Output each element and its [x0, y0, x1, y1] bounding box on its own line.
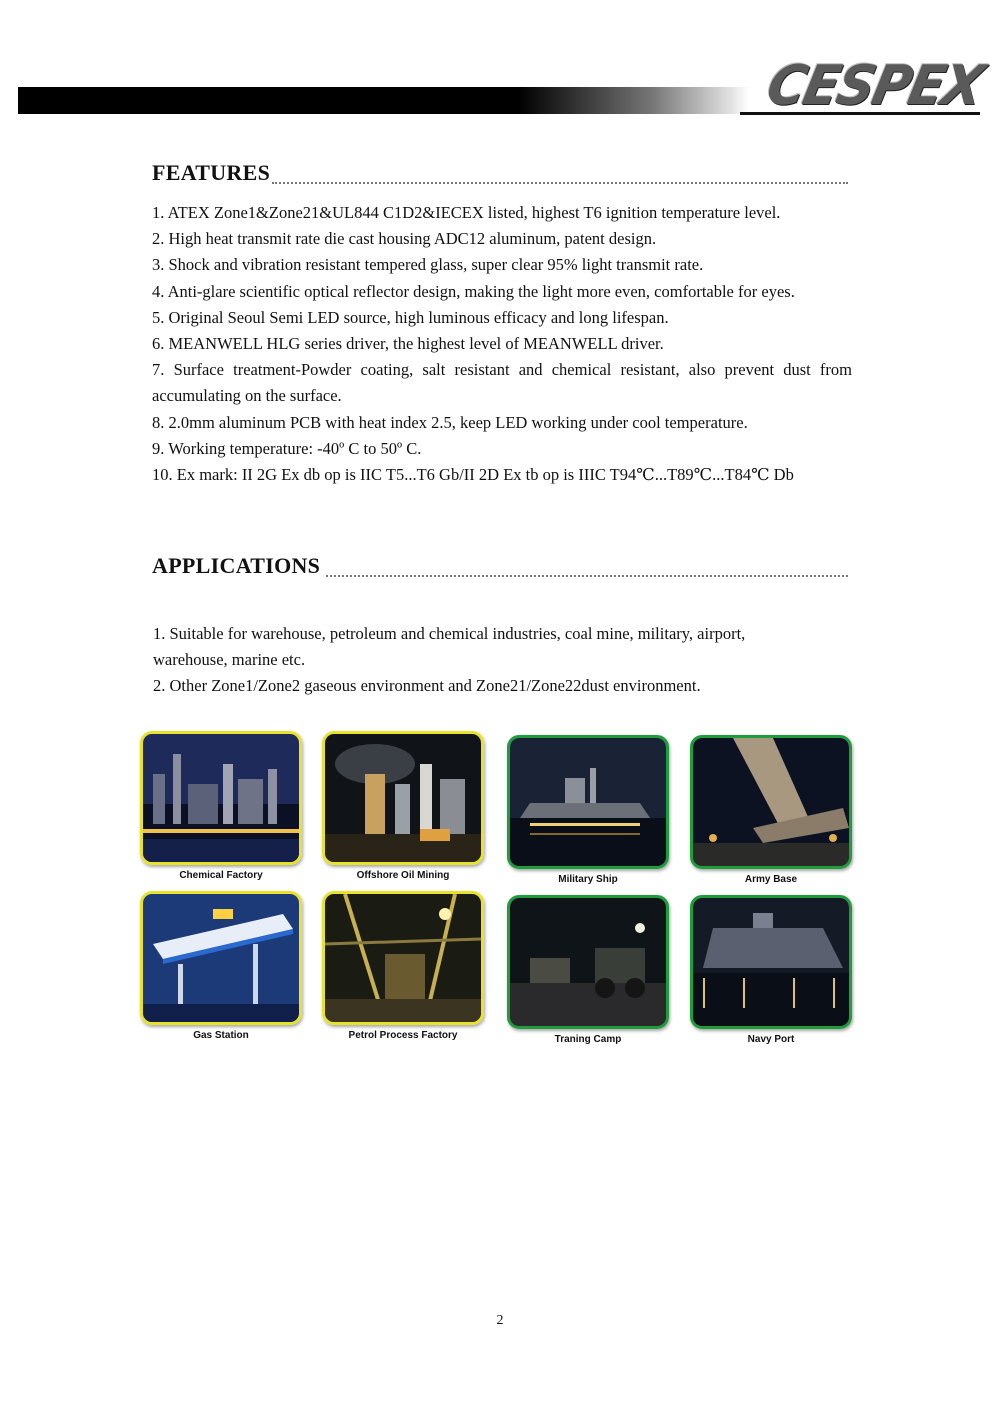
features-list	[152, 200, 852, 488]
offshore-oil-mining-image	[325, 734, 481, 862]
navy-port-image	[693, 898, 849, 1026]
feature-item: 3. Shock and vibration resistant tempered glass, super clear 95% light transmit rate.	[152, 255, 704, 275]
military-ship-image	[510, 738, 666, 866]
photo-frame	[507, 895, 669, 1029]
photo-frame	[140, 731, 302, 865]
feature-item: 8. 2.0mm aluminum PCB with heat index 2.5, keep LED working under cool temperature.	[152, 412, 748, 432]
features-title: FEATURES	[152, 160, 271, 185]
feature-item: 6. MEANWELL HLG series driver, the highest level of MEANWELL driver.	[152, 334, 664, 354]
photo-caption: Navy Port	[747, 1034, 795, 1045]
photo-caption: Gas Station	[193, 1030, 249, 1041]
gas-station-image	[143, 894, 299, 1022]
brand-logo: CESPEX	[761, 54, 988, 118]
application-item: 1. Suitable for warehouse, petroleum and chemical industries, coal mine, military, airport, warehouse, marine etc.	[153, 624, 746, 670]
photo-military-ship	[507, 735, 669, 885]
photo-army-base	[690, 735, 852, 885]
photo-frame	[507, 735, 669, 869]
photo-chemical-factory	[140, 731, 302, 881]
petrol-process-factory-image	[325, 894, 481, 1022]
photo-training-camp	[507, 895, 669, 1045]
photo-offshore-oil-mining	[322, 731, 484, 881]
photo-gas-station	[140, 891, 302, 1041]
feature-item: 7. Surface treatment-Powder coating, salt resistant and chemical resistant, also prevent dust from accumulating on the surface.	[152, 360, 852, 406]
photo-navy-port	[690, 895, 852, 1045]
photo-frame	[690, 895, 852, 1029]
feature-item: 5. Original Seoul Semi LED source, high luminous efficacy and long lifespan.	[152, 307, 669, 327]
page-number: 2	[496, 1313, 504, 1328]
photo-frame	[140, 891, 302, 1025]
photo-caption: Chemical Factory	[179, 870, 263, 881]
photo-caption: Traning Camp	[554, 1034, 622, 1045]
feature-item: 2. High heat transmit rate die cast housing ADC12 aluminum, patent design.	[152, 229, 657, 249]
photo-caption: Military Ship	[558, 874, 618, 885]
army-base-image	[693, 738, 849, 866]
photo-caption: Petrol Process Factory	[348, 1030, 458, 1041]
photo-petrol-process-factory	[322, 891, 484, 1041]
applications-title: APPLICATIONS	[152, 553, 321, 578]
chemical-factory-image	[143, 734, 299, 862]
feature-item: 1. ATEX Zone1&Zone21&UL844 C1D2&IECEX listed, highest T6 ignition temperature level.	[152, 203, 781, 222]
applications-list	[153, 621, 813, 700]
applications-divider	[326, 575, 848, 577]
photo-caption: Army Base	[744, 874, 798, 885]
training-camp-image	[510, 898, 666, 1026]
features-divider	[272, 182, 848, 184]
photo-frame	[690, 735, 852, 869]
application-item: 2. Other Zone1/Zone2 gaseous environment and Zone21/Zone22dust environment.	[153, 676, 701, 696]
feature-item: 4. Anti-glare scientific optical reflector design, making the light more even, comfortable for eyes.	[152, 281, 795, 301]
photo-frame	[322, 891, 484, 1025]
feature-item: 10. Ex mark: II 2G Ex db op is IIC T5...T6 Gb/II 2D Ex tb op is IIIC T94℃...T89℃...T84℃ Db	[152, 465, 794, 485]
photo-frame	[322, 731, 484, 865]
photo-caption: Offshore Oil Mining	[356, 870, 450, 881]
feature-item: 9. Working temperature: -40º C to 50º C.	[152, 438, 422, 458]
